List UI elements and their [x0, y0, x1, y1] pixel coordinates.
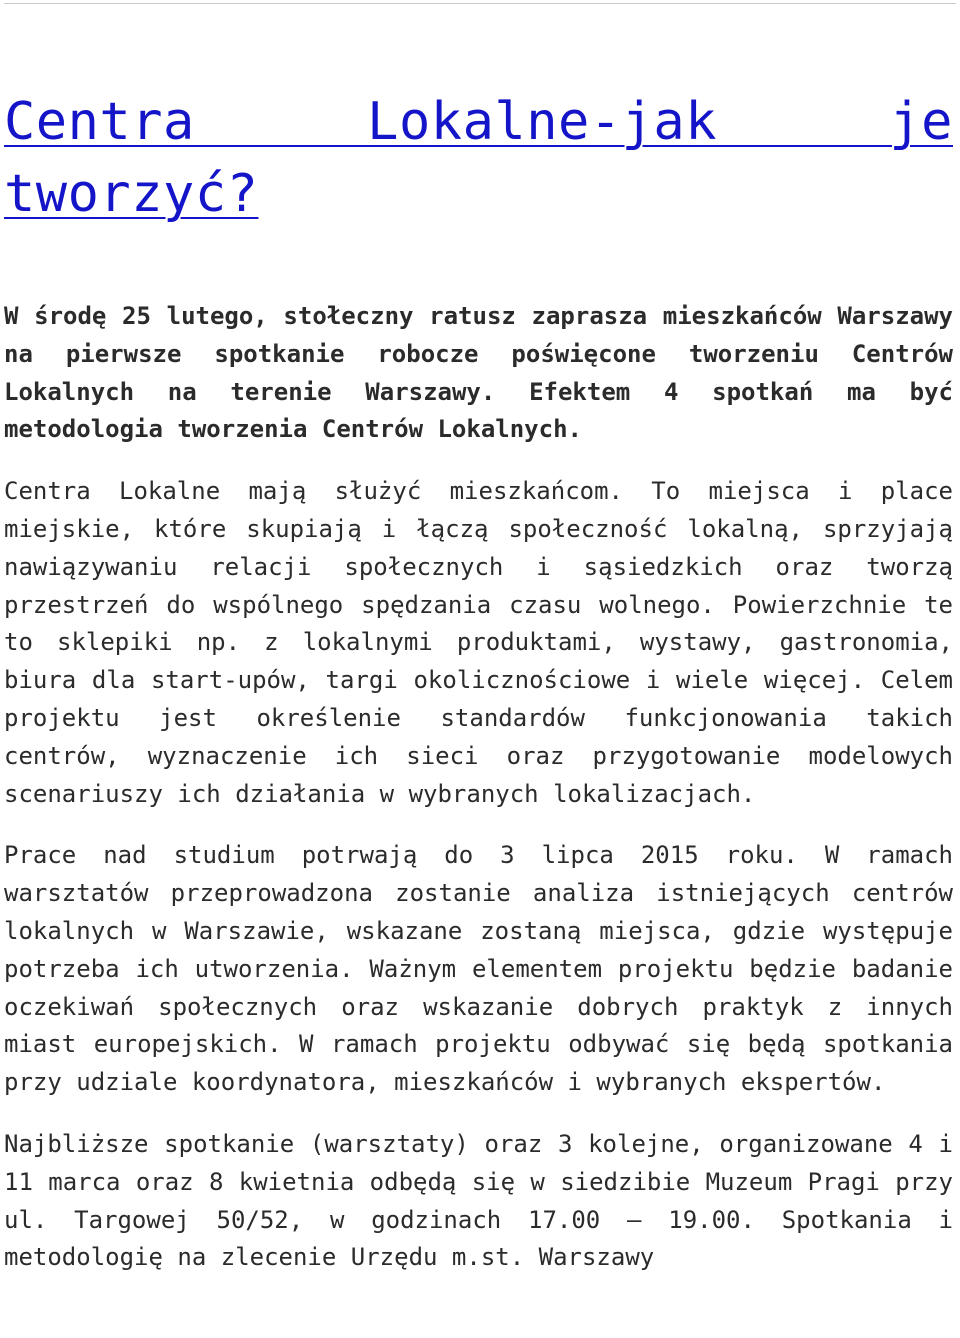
- article-paragraph-1: Centra Lokalne mają służyć mieszkańcom. To miejsca i place miejskie, które skupiają i łączą społeczność lokalną, sprzyjają nawiązywaniu relacji społecznych i sąsiedzkich oraz tworzą przestrzeń do wspólnego spędzania czasu wolnego. Powierzchnie te to sklepiki np. z lokalnymi produktami, wystawy, gastronomia, biura dla start-upów, targi okolicznościowe i wiele więcej. Celem projektu jest określenie standardów funkcjonowania takich centrów, wyznaczenie ich sieci oraz przygotowanie modelowych scenariuszy ich działania w wybranych lokalizacjach.: [4, 477, 953, 808]
- article-title: [4, 86, 953, 230]
- article-title-link[interactable]: Centra Lokalne-jak je tworzyć?: [4, 92, 953, 224]
- article: [4, 86, 953, 1277]
- article-paragraph-3: Najbliższe spotkanie (warsztaty) oraz 3 kolejne, organizowane 4 i 11 marca oraz 8 kwietnia odbędą się w siedzibie Muzeum Pragi przy ul. Targowej 50/52, w godzinach 17.00 – 19.00. Spotkania i metodologię na zlecenie Urzędu m.st. Warszawy: [4, 1129, 953, 1272]
- article-lead: W środę 25 lutego, stołeczny ratusz zaprasza mieszkańców Warszawy na pierwsze spotkanie robocze poświęcone tworzeniu Centrów Lokalnych na terenie Warszawy. Efektem 4 spotkań ma być metodologia tworzenia Centrów Lokalnych.: [4, 302, 953, 444]
- top-divider: [4, 3, 956, 4]
- article-paragraph-2: Prace nad studium potrwają do 3 lipca 2015 roku. W ramach warsztatów przeprowadzona zostanie analiza istniejących centrów lokalnych w Warszawie, wskazane zostaną miejsca, gdzie występuje potrzeba ich utworzenia. Ważnym elementem projektu będzie badanie oczekiwań społecznych oraz wskazanie dobrych praktyk z innych miast europejskich. W ramach projektu odbywać się będą spotkania przy udziale koordynatora, mieszkańców i wybranych ekspertów.: [4, 841, 953, 1097]
